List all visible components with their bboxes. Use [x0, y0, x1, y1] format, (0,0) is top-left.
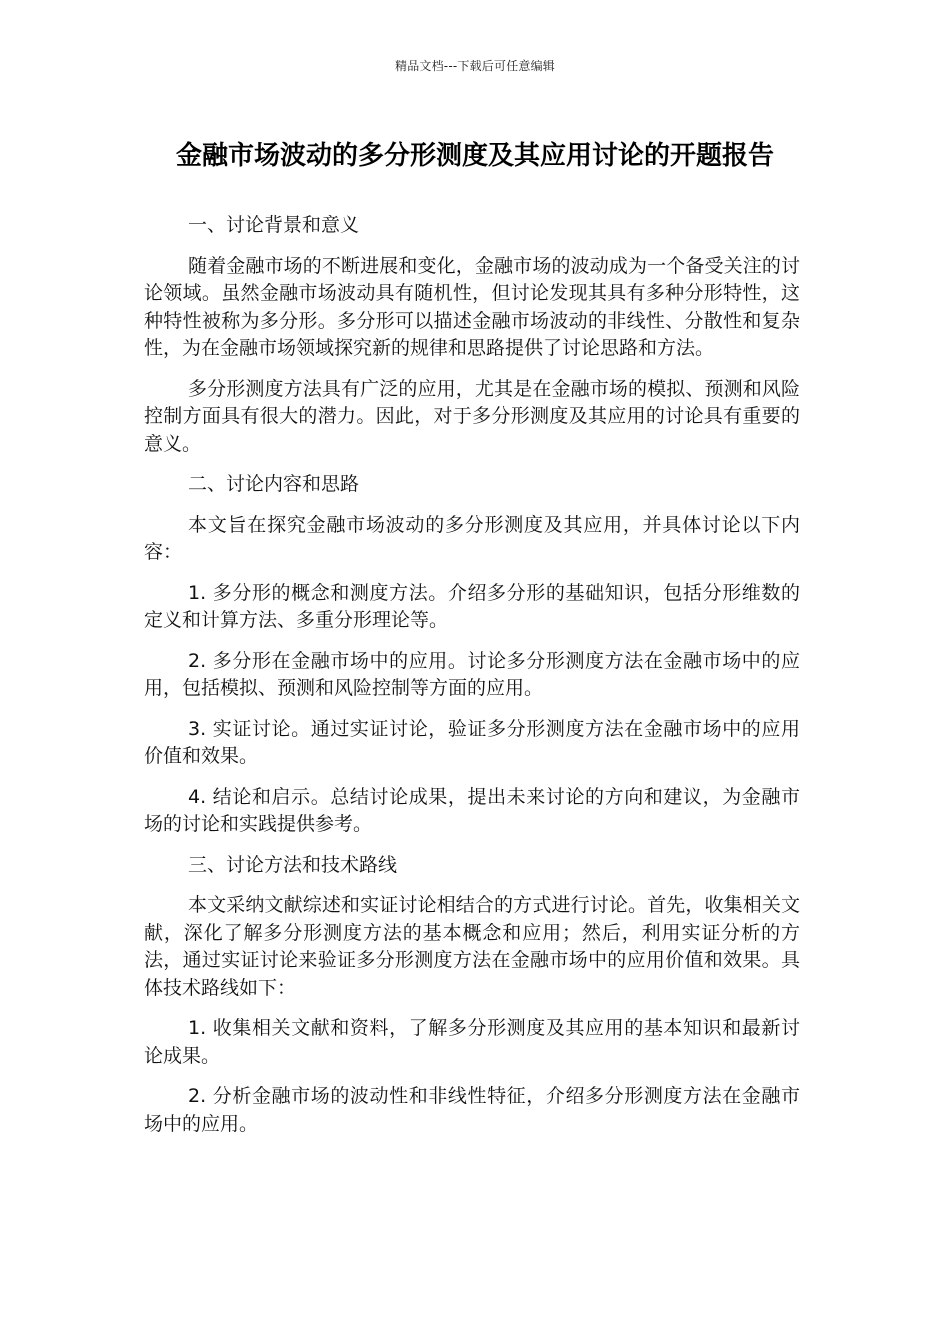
list-item: 2. 多分形在金融市场中的应用。讨论多分形测度方法在金融市场中的应用，包括模拟、预测和风险控制等方面的应用。: [144, 649, 800, 699]
document-body: [144, 212, 800, 1151]
page-header-note: 精品文档---下载后可任意编辑: [395, 59, 555, 73]
list-item: 3. 实证讨论。通过实证讨论，验证多分形测度方法在金融市场中的应用价值和效果。: [144, 717, 800, 767]
list-item: 2. 分析金融市场的波动性和非线性特征，介绍多分形测度方法在金融市场中的应用。: [144, 1085, 800, 1135]
section-heading-methods: 三、讨论方法和技术路线: [188, 853, 398, 876]
paragraph: 随着金融市场的不断进展和变化，金融市场的波动成为一个备受关注的讨论领域。虽然金融市场波动具有随机性，但讨论发现其具有多种分形特性，这种特性被称为多分形。多分形可以描述金融市场波动的非线性、分散性和复杂性，为在金融市场领域探究新的规律和思路提供了讨论思路和方法。: [144, 254, 800, 359]
list-item: 4. 结论和启示。总结讨论成果，提出未来讨论的方向和建议，为金融市场的讨论和实践提供参考。: [144, 785, 800, 835]
list-item: 1. 收集相关文献和资料，了解多分形测度及其应用的基本知识和最新讨论成果。: [144, 1017, 800, 1067]
list-item: 1. 多分形的概念和测度方法。介绍多分形的基础知识，包括分形维数的定义和计算方法、多重分形理论等。: [144, 581, 800, 631]
paragraph: 多分形测度方法具有广泛的应用，尤其是在金融市场的模拟、预测和风险控制方面具有很大的潜力。因此，对于多分形测度及其应用的讨论具有重要的意义。: [144, 377, 800, 455]
section-heading-content: 二、讨论内容和思路: [188, 473, 360, 495]
paragraph: 本文采纳文献综述和实证讨论相结合的方式进行讨论。首先，收集相关文献，深化了解多分形测度方法的基本概念和应用；然后，利用实证分析的方法，通过实证讨论来验证多分形测度方法在金融市场中的应用价值和效果。具体技术路线如下：: [144, 894, 800, 999]
section-heading-background: 一、讨论背景和意义: [188, 214, 360, 236]
paragraph: 本文旨在探究金融市场波动的多分形测度及其应用，并具体讨论以下内容：: [144, 513, 800, 563]
document-title: 金融市场波动的多分形测度及其应用讨论的开题报告: [175, 141, 774, 171]
